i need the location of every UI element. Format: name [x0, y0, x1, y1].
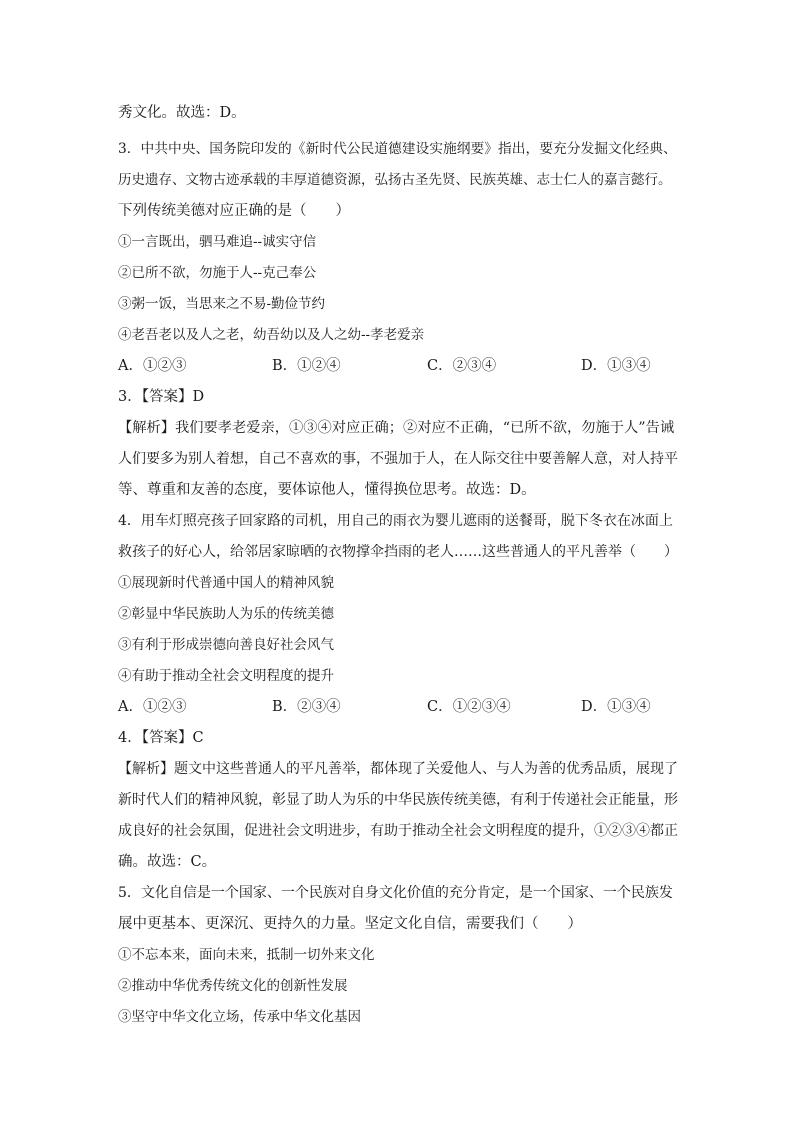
- analysis-4-text: 确。故选：C。: [118, 854, 217, 870]
- answer-4: 4．【答案】C: [118, 730, 204, 746]
- question-4-statement-1: ①展现新时代普通中国人的精神风貌: [118, 575, 334, 591]
- question-3-statement-3: ③粥一饭，当思来之不易-勤俭节约: [118, 296, 326, 312]
- choice-a: A．①②③: [118, 699, 187, 715]
- analysis-3-text: 【解析】我们要孝老爱亲，①③④对应正确；②对应不正确，“已所不欲，勿施于人”告诫: [118, 420, 675, 436]
- question-4-statement-3: ③有利于形成崇德向善良好社会风气: [118, 637, 334, 653]
- question-3-choices: [118, 356, 678, 376]
- question-4-text: 救孩子的好心人，给邻居家晾晒的衣物撑伞挡雨的老人……这些普通人的平凡善举（ ）: [118, 544, 678, 560]
- question-3-statement-1: ①一言既出，驷马难追--诚实守信: [118, 234, 317, 250]
- analysis-4-text: 新时代人们的精神风貌，彰显了助人为乐的中华民族传统美德，有利于传递社会正能量，形: [118, 792, 678, 808]
- question-5-prompt: 展中更基本、更深沉、更持久的力量。坚定文化自信，需要我们（ ）: [118, 916, 582, 932]
- question-5-text: 5．文化自信是一个国家、一个民族对自身文化价值的充分肯定，是一个国家、一个民族发: [118, 885, 673, 901]
- choice-b: B．②③④: [272, 699, 341, 715]
- analysis-3-text: 等、尊重和友善的态度，要体谅他人，懂得换位思考。故选：D。: [118, 482, 536, 498]
- answer-3: 3．【答案】D: [118, 389, 205, 405]
- question-3-prompt: 下列传统美德对应正确的是（ ）: [118, 203, 350, 219]
- question-4-statement-2: ②彰显中华民族助人为乐的传统美德: [118, 606, 334, 622]
- question-5-statement-2: ②推动中华优秀传统文化的创新性发展: [118, 978, 348, 994]
- question-5-statement-3: ③坚守中华文化立场，传承中华文化基因: [118, 1009, 361, 1025]
- question-3-text: 历史遗存、文物古迹承载的丰厚道德资源，弘扬古圣先贤、民族英雄、志士仁人的嘉言懿行。: [118, 172, 672, 188]
- question-3-statement-2: ②已所不欲，勿施于人--克己奉公: [118, 265, 317, 281]
- text-line: 秀文化。故选：D。: [118, 105, 246, 121]
- analysis-4-text: 成良好的社会氛围，促进社会文明进步，有助于推动全社会文明程度的提升，①②③④都正: [118, 823, 678, 839]
- question-4-statement-4: ④有助于推动全社会文明程度的提升: [118, 668, 334, 684]
- analysis-4-text: 【解析】题文中这些普通人的平凡善举，都体现了关爱他人、与人为善的优秀品质，展现了: [118, 761, 678, 777]
- choice-a: A．①②③: [118, 358, 187, 374]
- choice-c: C．②③④: [427, 358, 497, 374]
- analysis-3-text: 人们要多为别人着想，自己不喜欢的事，不强加于人，在人际交往中要善解人意，对人持平: [118, 451, 678, 467]
- question-3-statement-4: ④老吾老以及人之老，幼吾幼以及人之幼--孝老爱亲: [118, 327, 425, 343]
- question-5-statement-1: ①不忘本来，面向未来，抵制一切外来文化: [118, 947, 375, 963]
- question-3-text: 3．中共中央、国务院印发的《新时代公民道德建设实施纲要》指出，要充分发掘文化经典、: [118, 141, 677, 157]
- choice-b: B．①②④: [272, 358, 341, 374]
- choice-c: C．①②③④: [427, 699, 511, 715]
- question-4-choices: [118, 697, 678, 717]
- choice-d: D．①③④: [581, 358, 651, 374]
- choice-d: D．①③④: [581, 699, 651, 715]
- question-4-text: 4．用车灯照亮孩子回家路的司机，用自己的雨衣为婴儿遮雨的送餐哥，脱下冬衣在冰面上: [118, 513, 673, 529]
